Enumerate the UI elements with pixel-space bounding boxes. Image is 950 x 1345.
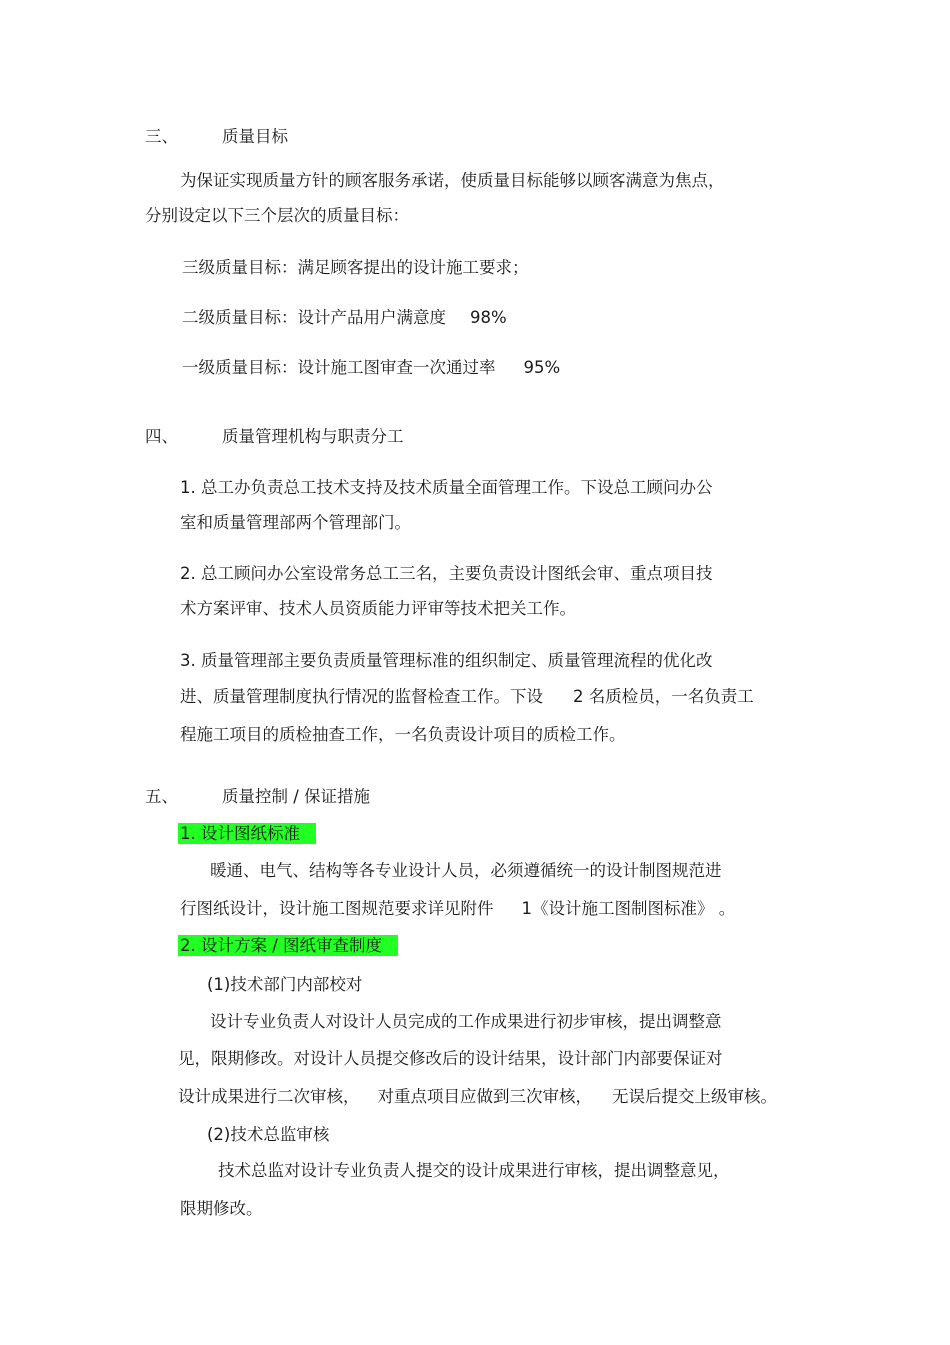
review-step-1-line3b: 对重点项目应做到三次审核， — [377, 1087, 592, 1106]
review-step-1-line3c: 无误后提交上级审核。 — [612, 1087, 777, 1106]
section-5-number: 五、 — [145, 787, 178, 806]
review-step-1-line3a: 设计成果进行二次审核， — [178, 1087, 360, 1106]
goal-level-1-text: 一级质量目标：设计施工图审查一次通过率 — [182, 358, 496, 377]
goal-level-2-text: 二级质量目标：设计产品用户满意度 — [182, 308, 446, 327]
section-4-number: 四、 — [145, 427, 178, 446]
section-4-title: 质量管理机构与职责分工 — [222, 427, 404, 446]
subsection-2-highlight: 2. 设计方案 / 图纸审查制度 — [178, 935, 398, 956]
section-5-title: 质量控制 / 保证措施 — [222, 787, 371, 806]
section-4-heading — [145, 426, 404, 448]
section-3-intro-line2: 分别设定以下三个层次的质量目标： — [145, 206, 409, 225]
subsection-1-line1: 暖通、电气、结构等各专业设计人员，必须遵循统一的设计制图规范进 — [210, 861, 722, 880]
section-5-heading — [145, 786, 370, 808]
section-4-item-2-line2: 术方案评审、技术人员资质能力评审等技术把关工作。 — [180, 599, 576, 618]
review-step-1-line2: 见，限期修改。对设计人员提交修改后的设计结果，设计部门内部要保证对 — [178, 1049, 723, 1068]
goal-level-2-value: 98% — [470, 308, 507, 327]
subsection-1-heading — [178, 823, 316, 845]
subsection-1-line2a: 行图纸设计，设计施工图规范要求详见附件 — [180, 899, 494, 918]
review-step-2-line2: 限期修改。 — [180, 1199, 263, 1218]
subsection-1-line2b: 1《设计施工图制图标准》 。 — [521, 899, 736, 918]
goal-level-2 — [182, 307, 507, 329]
section-4-item-3-line2b: 2 名质检员，一名负责工 — [573, 687, 754, 706]
section-3-intro-line1: 为保证实现质量方针的顾客服务承诺，使质量目标能够以顾客满意为焦点， — [180, 171, 725, 190]
section-3-heading — [145, 126, 288, 148]
review-step-1-line1: 设计专业负责人对设计人员完成的工作成果进行初步审核，提出调整意 — [210, 1012, 722, 1031]
section-4-item-1-line2: 室和质量管理部两个管理部门。 — [180, 513, 411, 532]
section-3-title: 质量目标 — [222, 127, 288, 146]
section-4-item-2-line1: 2. 总工顾问办公室设常务总工三名，主要负责设计图纸会审、重点项目技 — [180, 564, 713, 583]
review-step-1-line3 — [178, 1086, 777, 1108]
section-3-number: 三、 — [145, 127, 178, 146]
subsection-1-line2 — [180, 898, 735, 920]
review-step-1-title: (1)技术部门内部校对 — [207, 975, 363, 994]
section-4-item-3-line1: 3. 质量管理部主要负责质量管理标准的组织制定、质量管理流程的优化改 — [180, 651, 713, 670]
section-4-item-3-line2 — [180, 686, 754, 708]
goal-level-1 — [182, 357, 560, 379]
goal-level-1-value: 95% — [523, 358, 561, 377]
section-4-item-1-line1: 1. 总工办负责总工技术支持及技术质量全面管理工作。下设总工顾问办公 — [180, 478, 713, 497]
goal-level-3: 三级质量目标：满足顾客提出的设计施工要求； — [182, 258, 529, 277]
subsection-1-highlight: 1. 设计图纸标准 — [178, 823, 316, 844]
review-step-2-line1: 技术总监对设计专业负责人提交的设计成果进行审核，提出调整意见， — [218, 1161, 730, 1180]
subsection-2-heading — [178, 935, 398, 957]
review-step-2-title: (2)技术总监审核 — [207, 1125, 330, 1144]
section-4-item-3-line2a: 进、质量管理制度执行情况的监督检查工作。下设 — [180, 687, 543, 706]
section-4-item-3-line3: 程施工项目的质检抽查工作，一名负责设计项目的质检工作。 — [180, 725, 626, 744]
